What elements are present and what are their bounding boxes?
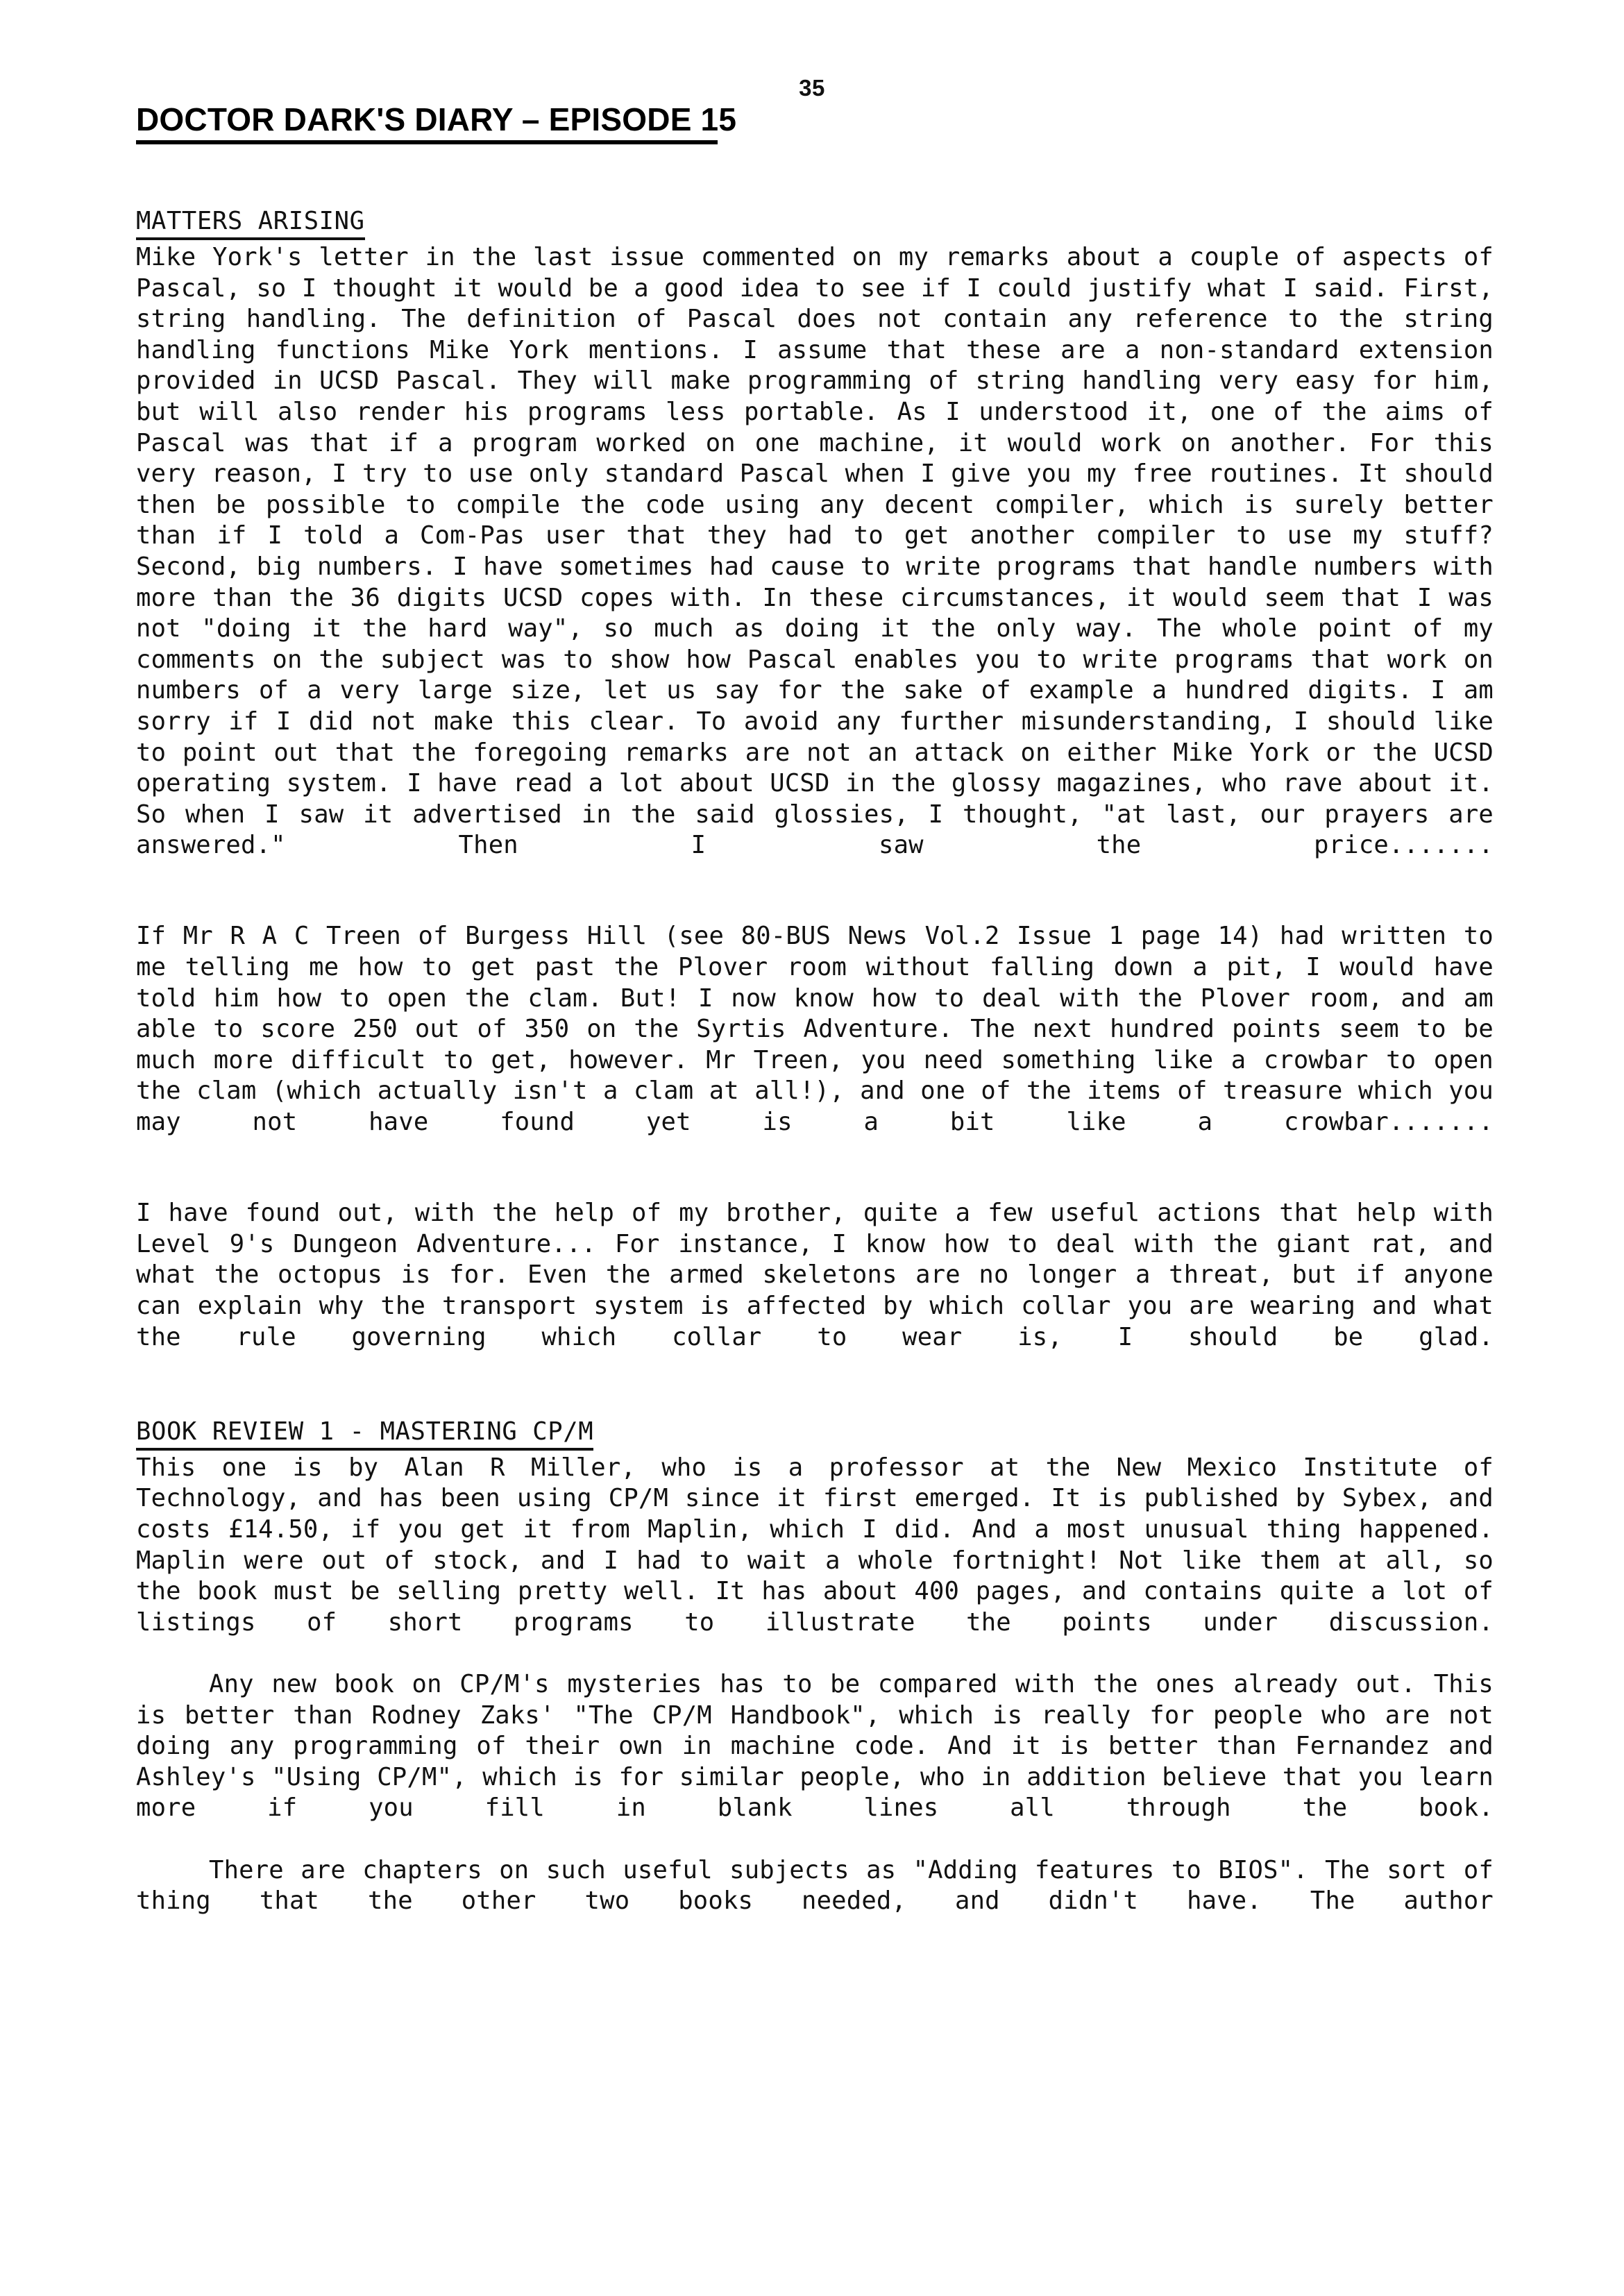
- masthead: [136, 103, 736, 144]
- paragraph: There are chapters on such useful subjects as "Adding features to BIOS". The sort of thing that the other two books needed, and didn't have. The author: [136, 1855, 1494, 1916]
- paragraph: Mike York's letter in the last issue commented on my remarks about a couple of aspects of Pascal, so I thought it would be a good idea to see if I could justify what I said. First, string handling. The definition of Pascal does not contain any reference to the string handling functions Mike York mentions. I assume that these are a non-standard extension provided in UCSD Pascal. They will make programming of string handling very easy for him, but will also render his programs less portable. As I understood it, one of the aims of Pascal was that if a program worked on one machine, it would work on another. For this very reason, I try to use only standard Pascal when I give you my free routines. It should then be possible to compile the code using any decent compiler, which is surely better than if I told a Com-Pas user that they had to get another compiler to use my stuff? Second, big numbers. I have sometimes had cause to write programs that handle numbers with more than the 36 digits UCSD copes with. In these circumstances, it would seem that I was not "doing it the hard way", so much as doing it the only way. The whole point of my comments on the subject was to show how Pascal enables you to write programs that work on numbers of a very large size, let us say for the sake of example a hundred digits. I am sorry if I did not make this clear. To avoid any further misunderstanding, I should like to point out that the foregoing remarks are not an attack on either Mike York or the UCSD operating system. I have read a lot about UCSD in the glossy magazines, who rave about it. So when I saw it advertised in the said glossies, I thought, "at last, our prayers are answered." Then I saw the price.......: [136, 243, 1494, 860]
- section-heading-wrap: [136, 205, 1494, 242]
- masthead-title: DOCTOR DARK'S DIARY – EPISODE 15: [136, 101, 737, 137]
- paragraph: Any new book on CP/M's mysteries has to be compared with the ones already out. This is better than Rodney Zaks' "The CP/M Handbook", which is really for people who are not doing any programming of their own in machine code. And it is better than Fernandez and Ashley's "Using CP/M", which is for similar people, who in addition believe that you learn more if you fill in blank lines all through the book.: [136, 1669, 1494, 1823]
- document-body: [136, 205, 1494, 1948]
- section-heading-book-review-1: BOOK REVIEW 1 - MASTERING CP/M: [136, 1416, 593, 1451]
- paragraph: This one is by Alan R Miller, who is a professor at the New Mexico Institute of Technology, and has been using CP/M since it first emerged. It is published by Sybex, and costs £14.50, if you get it from Maplin, which I did. And a most unusual thing happened. Maplin were out of stock, and I had to wait a whole fortnight! Not like them at all, so the book must be selling pretty well. It has about 400 pages, and contains quite a lot of listings of short programs to illustrate the points under discussion.: [136, 1453, 1494, 1637]
- section-heading-matters-arising: MATTERS ARISING: [136, 205, 365, 240]
- section-matters-arising: [136, 205, 1494, 1384]
- section-heading-wrap: [136, 1416, 1494, 1453]
- section-book-review-1: [136, 1416, 1494, 1948]
- page-number: 35: [799, 75, 825, 101]
- paragraph: If Mr R A C Treen of Burgess Hill (see 80-BUS News Vol.2 Issue 1 page 14) had written to me telling me how to get past the Plover room without falling down a pit, I would have told him how to open the clam. But! I now know how to deal with the Plover room, and am able to score 250 out of 350 on the Syrtis Adventure. The next hundred points seem to be much more difficult to get, however. Mr Treen, you need something like a crowbar to open the clam (which actually isn't a clam at all!), and one of the items of treasure which you may not have found yet is a bit like a crowbar.......: [136, 922, 1494, 1137]
- paragraph: I have found out, with the help of my brother, quite a few useful actions that help with Level 9's Dungeon Adventure... For instance, I know how to deal with the giant rat, and what the octopus is for. Even the armed skeletons are no longer a threat, but if anyone can explain why the transport system is affected by which collar you are wearing and what the rule governing which collar to wear is, I should be glad.: [136, 1199, 1494, 1351]
- masthead-underline: [136, 140, 718, 144]
